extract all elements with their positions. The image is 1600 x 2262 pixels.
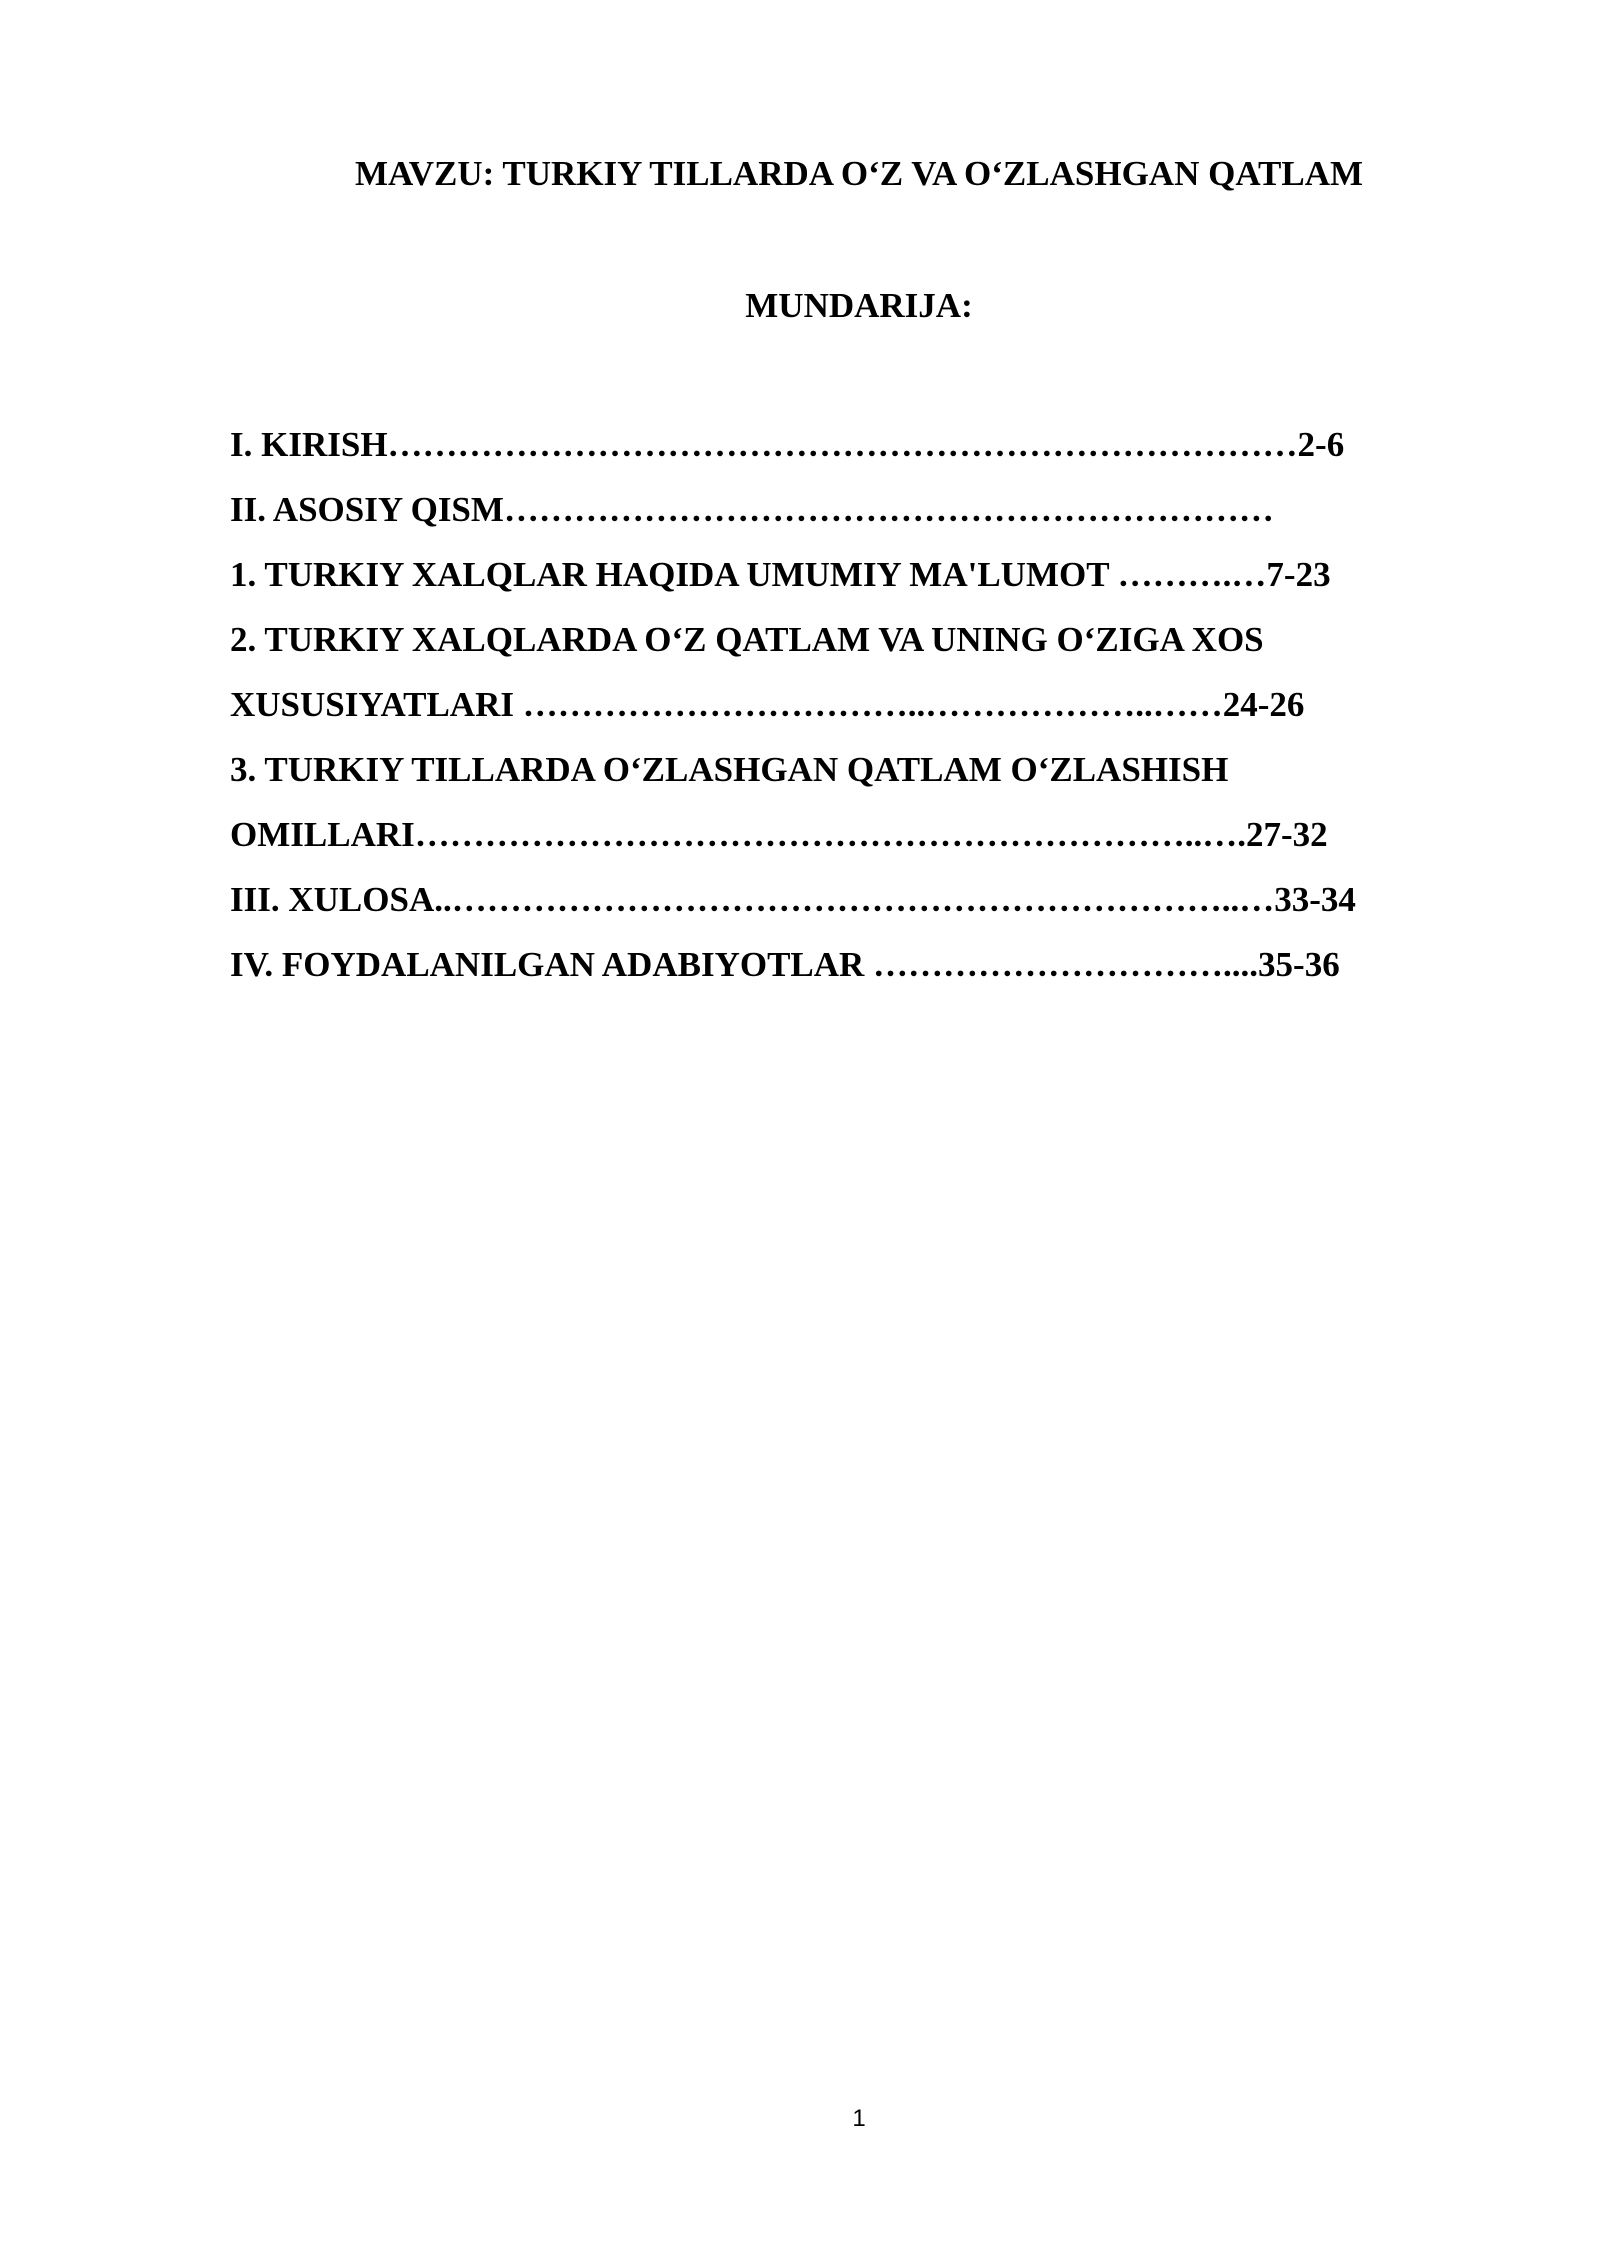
toc-line-main-part: II. ASOSIY QISM…………………………………………………………	[230, 490, 1274, 529]
toc-line-conclusion: III. XULOSA..…………………………………………………………..…33-34	[230, 880, 1356, 919]
page-number: 1	[852, 2105, 866, 2132]
document-title: MAVZU: TURKIY TILLARDA O‘Z VA O‘ZLASHGAN QATLAM	[354, 154, 1364, 193]
toc-line-section-3: 3. TURKIY TILLARDA O‘ZLASHGAN QATLAM O‘ZLASHISH	[230, 750, 1229, 789]
contents-heading: MUNDARIJA:	[745, 286, 973, 325]
toc-line-section-2-continued: XUSUSIYATLARI ……………………………..………………..……24-26	[230, 685, 1305, 724]
toc-line-section-3-continued: OMILLARI…………………………………………………………..….27-32	[230, 815, 1328, 854]
toc-line-introduction: I. KIRISH……………………………………………………………………2-6	[230, 425, 1345, 464]
toc-line-section-2: 2. TURKIY XALQLARDA O‘Z QATLAM VA UNING O‘ZIGA XOS	[230, 620, 1264, 659]
toc-line-section-1: 1. TURKIY XALQLAR HAQIDA UMUMIY MA'LUMOT ……….…7-23	[230, 555, 1331, 594]
table-of-contents	[230, 412, 1470, 997]
toc-line-references: IV. FOYDALANILGAN ADABIYOTLAR …………………………....35-36	[230, 945, 1340, 984]
